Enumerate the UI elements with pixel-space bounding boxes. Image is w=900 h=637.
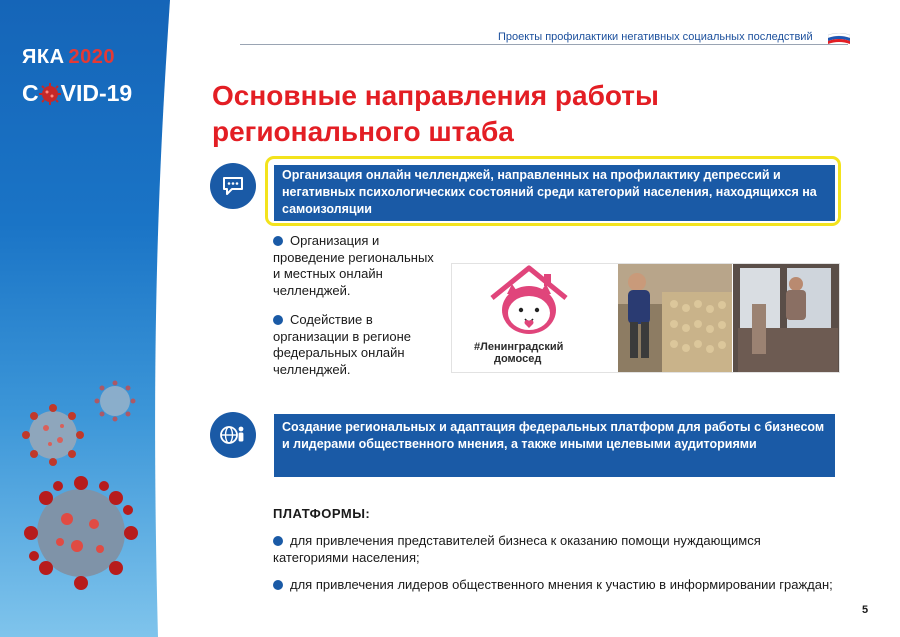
bullet-dot-icon <box>273 236 283 246</box>
photo-caption-line2: домосед <box>494 353 542 365</box>
page-number: 5 <box>862 604 869 616</box>
bullet-dot-icon <box>273 536 283 546</box>
sidebar-panel <box>0 0 170 637</box>
virus-o-icon <box>39 83 61 105</box>
photo-caption-line1: #Ленинградский <box>474 341 564 353</box>
bullet-dot-icon <box>273 315 283 325</box>
platforms-heading: ПЛАТФОРМЫ: <box>273 506 371 521</box>
logo-year: 2020 <box>68 46 116 68</box>
section1-box: Организация онлайн челленджей, направленных на профилактику депрессий и негативных психологических состояний среди категорий населения, находящихся на самоизоляции <box>274 165 835 221</box>
logo-covid-text: VID-19 <box>60 80 133 106</box>
header-title: Проекты профилактики негативных социальных последствий <box>498 31 813 43</box>
list-item: Организация и проведение региональных и местных онлайн челленджей. <box>273 233 434 298</box>
bullet-dot-icon <box>273 580 283 590</box>
virus-small-icon <box>92 378 138 424</box>
challenge-photo-strip <box>451 263 840 373</box>
section1-bullets <box>273 233 443 391</box>
slide-title <box>212 78 732 150</box>
logo-covid <box>22 80 132 107</box>
challenge-photos <box>452 264 839 372</box>
logo-yaka <box>22 46 115 69</box>
globe-person-icon <box>210 412 256 458</box>
logo-word: ЯКА <box>22 46 65 68</box>
section2-box: Создание региональных и адаптация федеральных платформ для работы с бизнесом и лидерами общественного мнения, а также иными целевыми аудиториями <box>274 414 835 477</box>
list-item: для привлечения лидеров общественного мнения к участию в информировании граждан; <box>273 577 833 594</box>
virus-large-icon <box>22 474 140 592</box>
virus-medium-icon <box>20 402 86 468</box>
list-item: Содействие в организации в регионе федеральных онлайн челленджей. <box>273 312 411 377</box>
chat-bubble-icon <box>210 163 256 209</box>
header-divider <box>240 44 848 45</box>
list-item: для привлечения представителей бизнеса к оказанию помощи нуждающимся категориями населения; <box>273 533 761 565</box>
slide-title-line1: Основные направления работы <box>212 80 659 111</box>
logo-covid-letter: C <box>22 80 39 106</box>
slide-title-line2: регионального штаба <box>212 116 514 147</box>
